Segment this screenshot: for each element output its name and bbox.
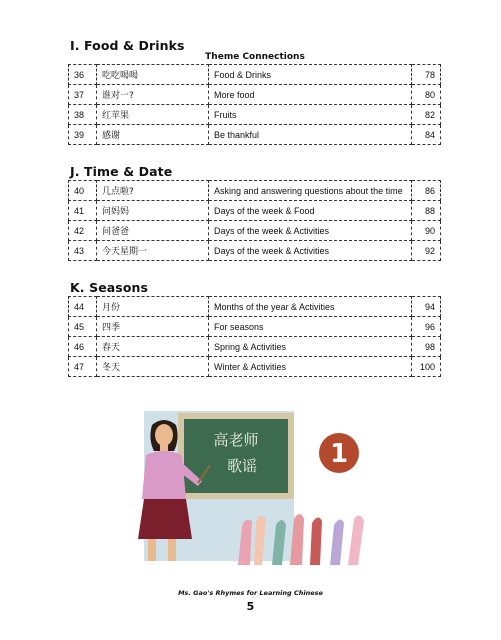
lesson-number: 46 xyxy=(69,337,97,357)
toc-row xyxy=(69,337,441,357)
lesson-topic: Days of the week & Activities xyxy=(209,241,412,261)
lesson-topic: For seasons xyxy=(209,317,412,337)
lesson-number: 44 xyxy=(69,297,97,317)
lesson-topic: Days of the week & Activities xyxy=(209,221,412,241)
lesson-number: 41 xyxy=(69,201,97,221)
board-text-line-2: 歌谣 xyxy=(226,457,258,475)
toc-row xyxy=(69,181,441,201)
section-title-time-date: J. Time & Date xyxy=(70,164,173,179)
lesson-topic: Fruits xyxy=(209,105,412,125)
raised-hands-icon xyxy=(238,514,364,565)
toc-row xyxy=(69,241,441,261)
lesson-page: 84 xyxy=(412,125,441,145)
number-badge-label: 1 xyxy=(329,439,349,469)
lesson-topic: Winter & Activities xyxy=(209,357,412,377)
lesson-number: 43 xyxy=(69,241,97,261)
lesson-page: 90 xyxy=(412,221,441,241)
toc-row xyxy=(69,317,441,337)
lesson-chinese-title: 问妈妈 xyxy=(97,201,209,221)
lesson-chinese-title: 冬天 xyxy=(97,357,209,377)
lesson-page: 92 xyxy=(412,241,441,261)
lesson-chinese-title: 四季 xyxy=(97,317,209,337)
lesson-chinese-title: 月份 xyxy=(97,297,209,317)
lesson-topic: Food & Drinks xyxy=(209,65,412,85)
toc-row xyxy=(69,85,441,105)
section-title-seasons: K. Seasons xyxy=(70,280,149,295)
board-text-line-1: 高老师 xyxy=(213,431,259,449)
lesson-topic: Months of the year & Activities xyxy=(209,297,412,317)
lesson-page: 98 xyxy=(412,337,441,357)
lesson-page: 80 xyxy=(412,85,441,105)
lesson-number: 47 xyxy=(69,357,97,377)
theme-connections-heading: Theme Connections xyxy=(205,52,305,62)
toc-table-seasons xyxy=(68,296,441,377)
lesson-chinese-title: 问爸爸 xyxy=(97,221,209,241)
lesson-page: 88 xyxy=(412,201,441,221)
toc-table-food-drinks xyxy=(68,64,441,145)
lesson-page: 100 xyxy=(412,357,441,377)
lesson-number: 37 xyxy=(69,85,97,105)
lesson-chinese-title: 红苹果 xyxy=(97,105,209,125)
toc-row xyxy=(69,125,441,145)
lesson-topic: Asking and answering questions about the time xyxy=(209,181,412,201)
lesson-page: 78 xyxy=(412,65,441,85)
lesson-topic: More food xyxy=(209,85,412,105)
lesson-topic: Spring & Activities xyxy=(209,337,412,357)
footer-book-title: Ms. Gao's Rhymes for Learning Chinese xyxy=(178,589,323,597)
lesson-page: 96 xyxy=(412,317,441,337)
lesson-number: 40 xyxy=(69,181,97,201)
lesson-chinese-title: 几点啦? xyxy=(97,181,209,201)
teacher-chalkboard-illustration xyxy=(134,403,374,573)
lesson-number: 36 xyxy=(69,65,97,85)
lesson-chinese-title: 感谢 xyxy=(97,125,209,145)
lesson-number: 39 xyxy=(69,125,97,145)
lesson-number: 42 xyxy=(69,221,97,241)
lesson-chinese-title: 今天星期一 xyxy=(97,241,209,261)
lesson-chinese-title: 春天 xyxy=(97,337,209,357)
lesson-page: 86 xyxy=(412,181,441,201)
toc-row xyxy=(69,357,441,377)
lesson-chinese-title: 吃吃喝喝 xyxy=(97,65,209,85)
toc-row xyxy=(69,105,441,125)
toc-row xyxy=(69,297,441,317)
lesson-page: 94 xyxy=(412,297,441,317)
toc-row xyxy=(69,201,441,221)
lesson-topic: Days of the week & Food xyxy=(209,201,412,221)
lesson-page: 82 xyxy=(412,105,441,125)
lesson-topic: Be thankful xyxy=(209,125,412,145)
section-title-food-drinks: I. Food & Drinks xyxy=(70,38,185,53)
toc-table-time-date xyxy=(68,180,441,261)
lesson-number: 45 xyxy=(69,317,97,337)
lesson-number: 38 xyxy=(69,105,97,125)
page-number: 5 xyxy=(246,600,255,613)
lesson-chinese-title: 谁对一? xyxy=(97,85,209,105)
toc-row xyxy=(69,65,441,85)
toc-row xyxy=(69,221,441,241)
